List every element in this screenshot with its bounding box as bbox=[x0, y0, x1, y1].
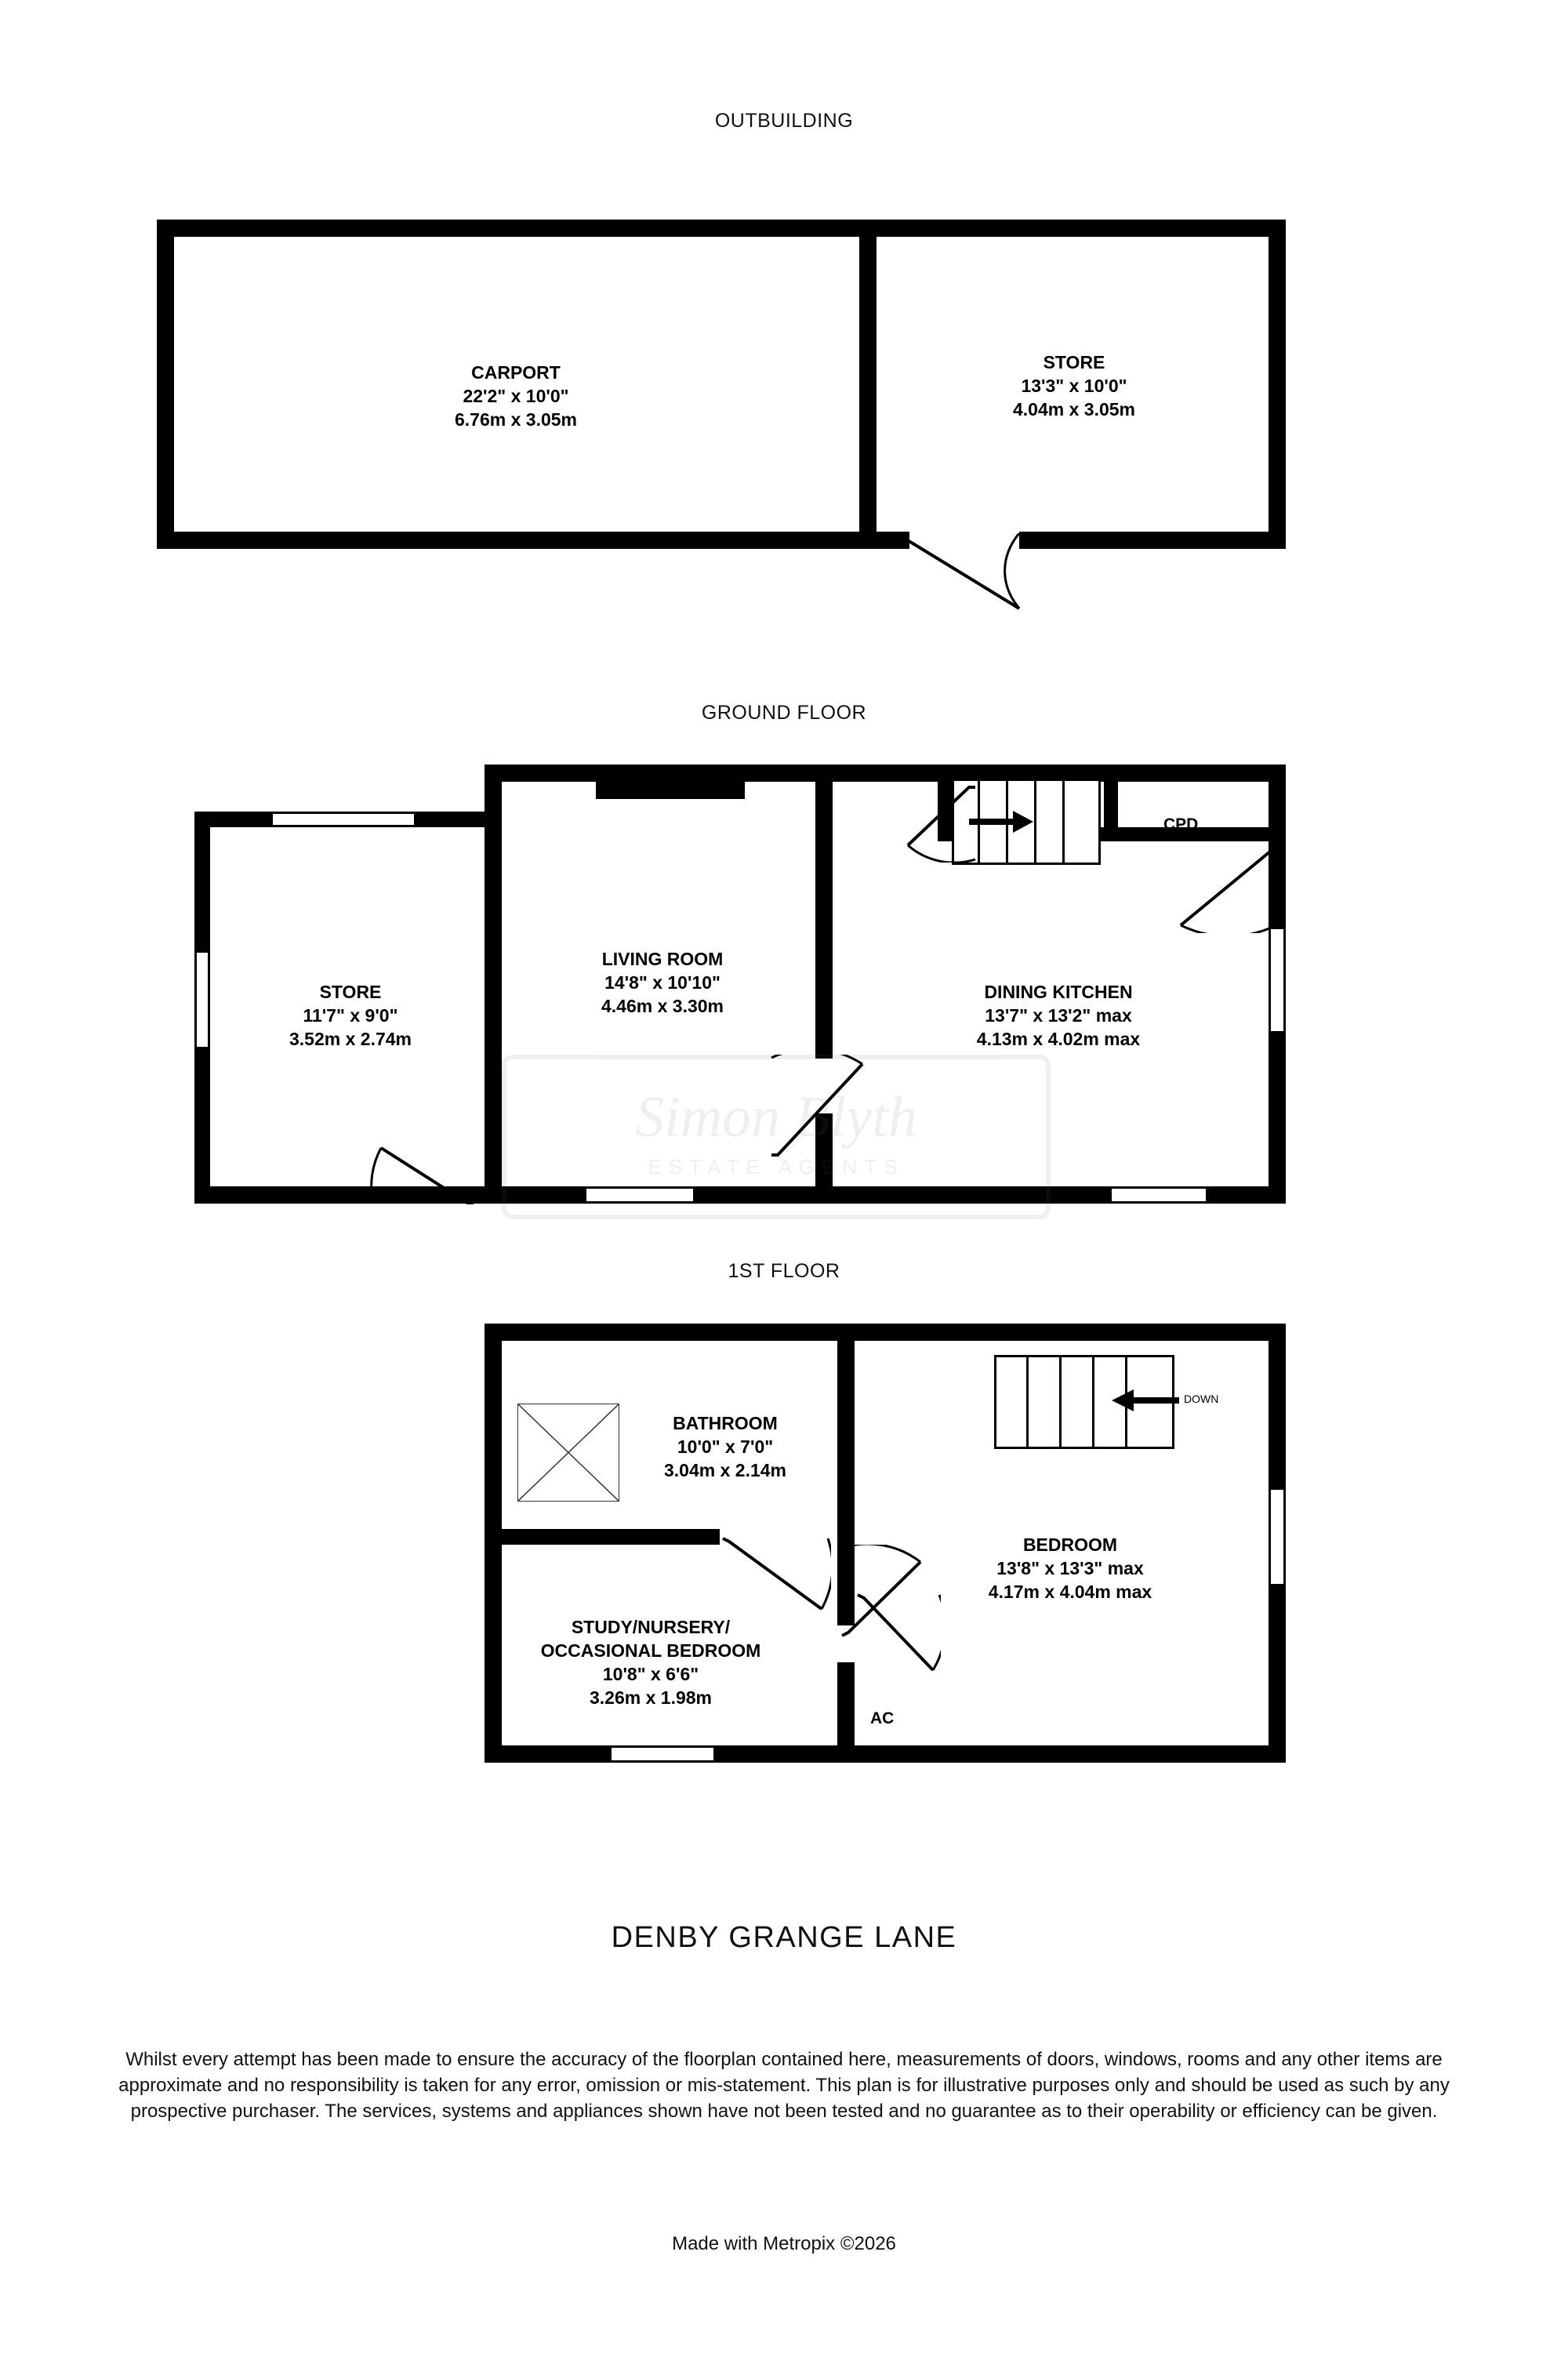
floor-title-first: 1ST FLOOR bbox=[728, 1260, 840, 1282]
room-label-outbuilding-store bbox=[933, 350, 1215, 421]
credit-text: Made with Metropix ©2026 bbox=[672, 2233, 896, 2254]
window-dining-kitchen-right bbox=[1269, 929, 1286, 1031]
room-metric-study: 3.26m x 1.98m bbox=[589, 1687, 712, 1708]
room-metric-dining-kitchen: 4.13m x 4.02m max bbox=[976, 1029, 1141, 1049]
wall-living-right-upper bbox=[815, 765, 833, 1059]
watermark-subtitle: ESTATE AGENTS bbox=[648, 1155, 905, 1179]
room-label-living-room bbox=[521, 947, 804, 1018]
room-imperial-dining-kitchen: 13'7" x 13'2" max bbox=[985, 1005, 1132, 1026]
window-study-bottom bbox=[612, 1745, 713, 1763]
disclaimer-text: Whilst every attempt has been made to ensure the accuracy of the floorplan contained here, measurements of doors, windows, rooms and any other items are approximate and no responsibility is taken for any error, omission or mis-statement. This plan is for illustrative purposes only and should be used as such by any prospective purchaser. The services, systems and appliances shown have not been tested and no guarantee as to their operability or efficiency can be given. bbox=[118, 2049, 1450, 2122]
room-imperial-outbuilding-store: 13'3" x 10'0" bbox=[1021, 376, 1127, 396]
room-label-dining-kitchen bbox=[906, 980, 1211, 1051]
room-name-ground-store: STORE bbox=[319, 982, 382, 1002]
room-label-ground-store bbox=[209, 980, 492, 1051]
room-name-carport: CARPORT bbox=[471, 362, 561, 383]
stairs-up-label: UP bbox=[938, 818, 953, 830]
wall-outbuilding-bottom-right bbox=[1019, 532, 1286, 549]
wall-outbuilding-bottom-left bbox=[157, 532, 909, 549]
room-imperial-bedroom: 13'8" x 13'3" max bbox=[996, 1558, 1144, 1578]
room-imperial-carport: 22'2" x 10'0" bbox=[463, 386, 569, 406]
watermark-name: Simon Blyth bbox=[635, 1085, 917, 1149]
wall-ground-top bbox=[485, 765, 1286, 782]
room-name-study: STUDY/NURSERY/ bbox=[571, 1617, 731, 1637]
room-label-bathroom bbox=[576, 1411, 874, 1482]
label-airing-cupboard: AC bbox=[870, 1709, 895, 1727]
window-store-left bbox=[194, 953, 210, 1047]
room-metric-bedroom: 4.17m x 4.04m max bbox=[988, 1582, 1152, 1602]
wall-outbuilding-top bbox=[157, 220, 1286, 237]
window-bedroom-right bbox=[1269, 1490, 1286, 1584]
door-airing-cupboard bbox=[855, 1592, 941, 1678]
door-cpd bbox=[1176, 847, 1278, 933]
wall-outbuilding-divider bbox=[859, 220, 877, 549]
door-hall-entry bbox=[900, 784, 978, 863]
room-imperial-bathroom: 10'0" x 7'0" bbox=[677, 1436, 774, 1457]
room-metric-bathroom: 3.04m x 2.14m bbox=[663, 1460, 786, 1480]
stairs-down-label: DOWN bbox=[1184, 1393, 1219, 1405]
room-name-study-line2: OCCASIONAL BEDROOM bbox=[540, 1640, 761, 1661]
wall-bathroom-bottom bbox=[485, 1529, 720, 1545]
room-name-outbuilding-store: STORE bbox=[1043, 352, 1105, 372]
feature-chimney-breast bbox=[596, 782, 745, 799]
room-metric-carport: 6.76m x 3.05m bbox=[454, 409, 577, 430]
room-metric-outbuilding-store: 4.04m x 3.05m bbox=[1012, 399, 1135, 419]
wall-outbuilding-right bbox=[1269, 220, 1286, 549]
wall-first-top bbox=[485, 1324, 1286, 1341]
room-name-dining-kitchen: DINING KITCHEN bbox=[984, 982, 1133, 1002]
room-name-bathroom: BATHROOM bbox=[673, 1413, 778, 1433]
stairs-down-arrow-icon bbox=[1109, 1386, 1179, 1415]
property-address: DENBY GRANGE LANE bbox=[611, 1921, 957, 1954]
wall-cpd-bottom bbox=[1118, 827, 1286, 841]
floor-title-outbuilding: OUTBUILDING bbox=[714, 110, 854, 132]
room-label-study bbox=[486, 1615, 815, 1709]
wall-first-bottom bbox=[485, 1745, 1286, 1763]
room-imperial-ground-store: 11'7" x 9'0" bbox=[303, 1005, 398, 1026]
room-name-living-room: LIVING ROOM bbox=[601, 949, 724, 969]
door-living-to-kitchen bbox=[768, 1055, 870, 1157]
room-label-bedroom bbox=[917, 1533, 1223, 1603]
floor-title-ground: GROUND FLOOR bbox=[701, 702, 867, 724]
room-label-carport bbox=[375, 361, 657, 431]
room-imperial-living-room: 14'8" x 10'10" bbox=[604, 972, 720, 993]
room-metric-ground-store: 3.52m x 2.74m bbox=[289, 1029, 412, 1049]
window-living-room-bottom bbox=[586, 1186, 693, 1204]
wall-cpd-left bbox=[1104, 765, 1118, 841]
stairs-up-arrow-icon bbox=[969, 808, 1035, 836]
door-ground-store bbox=[368, 1113, 478, 1208]
door-store-outbuilding bbox=[902, 533, 1027, 627]
wall-landing-right-lower bbox=[837, 1662, 855, 1763]
wall-outbuilding-left bbox=[157, 220, 174, 549]
label-cpd: CPD bbox=[1163, 815, 1199, 834]
room-metric-living-room: 4.46m x 3.30m bbox=[601, 996, 724, 1016]
window-dining-kitchen-bottom bbox=[1112, 1186, 1206, 1204]
room-imperial-study: 10'8" x 6'6" bbox=[602, 1664, 699, 1684]
window-store-top bbox=[273, 812, 414, 827]
room-name-bedroom: BEDROOM bbox=[1022, 1534, 1118, 1555]
